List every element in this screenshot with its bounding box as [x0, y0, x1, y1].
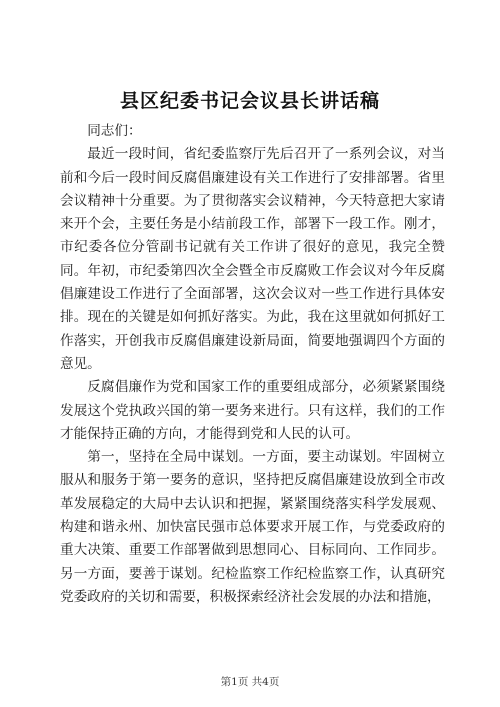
page-number-footer: 第1页 共4页	[220, 676, 280, 688]
paragraph-1: 最近一段时间，省纪委监察厅先后召开了一系列会议，对当前和今后一段时间反腐倡廉建设有关工作进行了安排部署。省里会议精神十分重要。为了贯彻落实会议精神，今天特意把大家请来开个会，主要任务是小结前段工作，部署下一段工作。刚才，市纪委各位分管副书记就有关工作讲了很好的意见，我完全赞同。年初，市纪委第四次全会暨全市反腐败工作会议对今年反腐倡廉建设工作进行了全面部署，这次会议对一些工作进行具体安排。现在的关键是如何抓好落实。为此，我在这里就如何抓好工作落实，开创我市反腐倡廉建设新局面，简要地强调四个方面的意见。	[60, 146, 445, 372]
salutation: 同志们：	[87, 123, 142, 139]
paragraph-2: 反腐倡廉作为党和国家工作的重要组成部分，必须紧紧围绕发展这个党执政兴国的第一要务来进行。只有这样，我们的工作才能保持正确的方向，才能得到党和人民的认可。	[60, 379, 445, 442]
paragraph-3: 第一，坚持在全局中谋划。一方面，要主动谋划。牢固树立服从和服务于第一要务的意识，坚持把反腐倡廉建设放到全市改革发展稳定的大局中去认识和把握，紧紧围绕落实科学发展观、构建和谐永州、加快富民强市总体要求开展工作，与党委政府的重大决策、重要工作部署做到思想同心、目标同向、工作同步。另一方面，要善于谋划。纪检监察工作纪检监察工作，认真研究党委政府的关切和需要，积极探索经济社会发展的办法和措施，	[60, 449, 445, 605]
document-title: 县区纪委书记会议县长讲话稿	[119, 90, 380, 112]
document-body	[60, 120, 445, 609]
